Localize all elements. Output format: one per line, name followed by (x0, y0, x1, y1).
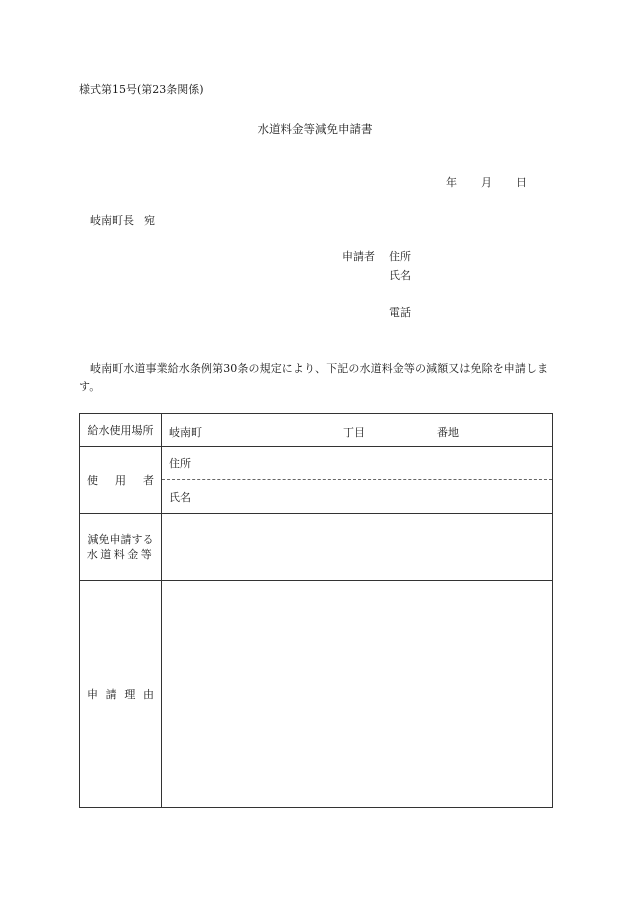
location-field[interactable] (162, 414, 553, 447)
location-header: 給水使用場所 (80, 414, 162, 447)
date-day-label: 日 (516, 176, 527, 189)
reduction-row (80, 514, 553, 581)
form-number: 様式第15号(第23条関係) (79, 83, 204, 96)
applicant-name-label: 氏名 (389, 269, 411, 282)
addressee-name: 岐南町長 (90, 214, 134, 227)
document-title: 水道料金等減免申請書 (257, 122, 373, 136)
applicant-phone-label: 電話 (389, 306, 411, 319)
user-header: 使 用 者 (80, 447, 162, 514)
application-form-table (79, 413, 553, 808)
reduction-field[interactable] (162, 514, 553, 581)
location-row (80, 414, 553, 447)
location-town: 岐南町 (169, 426, 202, 439)
applicant-label: 申請者 (342, 250, 375, 263)
reduction-header (80, 514, 162, 581)
applicant-address-label: 住所 (389, 250, 411, 263)
reduction-header-line1: 減免申請する (87, 533, 154, 546)
addressee (90, 215, 155, 226)
location-chome-label: 丁目 (343, 426, 365, 439)
addressee-suffix: 宛 (144, 214, 155, 227)
reason-field[interactable] (162, 581, 553, 808)
reduction-header-line2: 水道料金等 (86, 548, 155, 561)
application-statement: 岐南町水道事業給水条例第30条の規定により、下記の水道料金等の減額又は免除を申請します。 (79, 362, 549, 393)
date-month-label: 月 (481, 176, 492, 189)
user-address-row (80, 447, 553, 480)
user-address-label: 住所 (169, 457, 191, 470)
location-banchi-label: 番地 (437, 426, 459, 439)
reason-row (80, 581, 553, 808)
user-name-label: 氏名 (169, 490, 191, 504)
user-address-field[interactable] (162, 447, 553, 480)
date-year-label: 年 (446, 176, 457, 189)
user-name-field[interactable] (162, 480, 553, 514)
reason-header: 申 請 理 由 (80, 581, 162, 808)
date-line (446, 177, 527, 188)
